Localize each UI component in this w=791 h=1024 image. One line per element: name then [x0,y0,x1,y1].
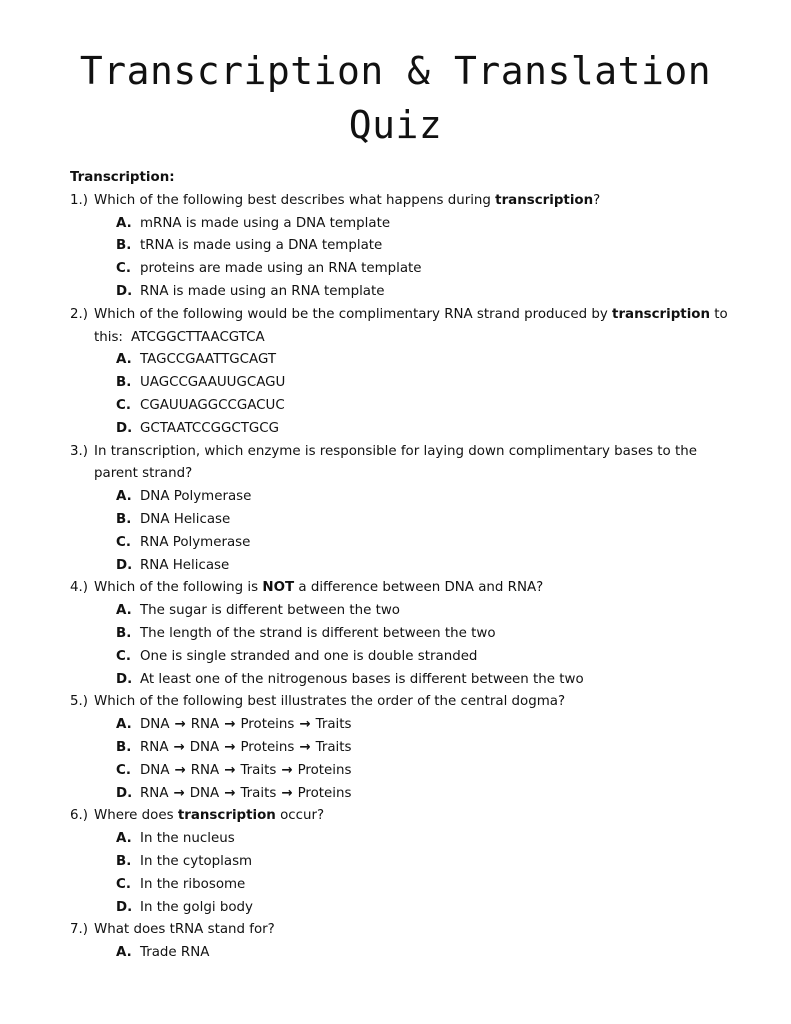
question-5 [70,691,740,805]
answer-option[interactable] [70,509,740,532]
option-text: GCTAATCCGGCTGCG [140,420,279,436]
question-6 [70,805,740,919]
answer-option[interactable] [70,281,740,304]
arrow-right-icon: → [281,762,293,778]
answer-option[interactable] [70,851,740,874]
question-number: 3.) [70,443,89,459]
option-text: DNA Helicase [140,511,231,527]
option-text: RNA is made using an RNA template [140,283,385,299]
option-text: tRNA is made using a DNA template [140,238,383,254]
option-letter: B. [116,375,132,391]
option-letter: D. [116,557,133,573]
question-text: Which of the following would be the complimentary RNA strand produced by transcription to this: ATCGGCTTAACGTCA [94,306,728,345]
arrow-right-icon: → [281,785,293,801]
title-line-1: Transcription & Translation [79,49,712,93]
option-text: mRNA is made using a DNA template [140,215,391,231]
answer-option[interactable] [70,600,740,623]
option-letter: A. [116,717,132,733]
answer-option[interactable] [70,532,740,555]
arrow-right-icon: → [224,762,236,778]
arrow-right-icon: → [174,762,186,778]
answer-option[interactable] [70,258,740,281]
option-letter: A. [116,489,132,505]
arrow-right-icon: → [174,717,186,733]
arrow-right-icon: → [224,717,236,733]
option-letter: C. [116,648,131,664]
option-text: In the cytoplasm [140,853,253,869]
answer-option[interactable] [70,555,740,578]
option-letter: A. [116,603,132,619]
option-letter: B. [116,853,132,869]
question-4 [70,577,740,691]
option-text: In the golgi body [140,899,253,915]
option-letter: D. [116,785,133,801]
option-text: proteins are made using an RNA template [140,261,422,277]
option-letter: A. [116,215,132,231]
question-number: 5.) [70,694,89,710]
answer-option[interactable] [70,372,740,395]
question-text: Which of the following is NOT a difference between DNA and RNA? [94,580,544,596]
answer-option[interactable] [70,486,740,509]
quiz-title [0,44,791,152]
option-letter: D. [116,899,133,915]
question-text: Which of the following best describes what happens during transcription? [94,192,601,208]
answer-option[interactable]: D. RNA → DNA → Traits → Proteins [70,783,740,806]
option-letter: D. [116,420,133,436]
option-letter: D. [116,671,133,687]
answer-option[interactable] [70,235,740,258]
question-2 [70,304,740,441]
question-number: 6.) [70,808,89,824]
section-heading: Transcription: [70,170,175,185]
question-number: 1.) [70,192,89,208]
answer-option[interactable] [70,623,740,646]
option-letter: B. [116,238,132,254]
option-letter: B. [116,625,132,641]
option-letter: C. [116,397,131,413]
option-text: In the ribosome [140,876,246,892]
answer-option[interactable] [70,942,740,965]
option-text: The sugar is different between the two [140,603,400,619]
option-letter: C. [116,762,131,778]
answer-option[interactable] [70,897,740,920]
option-text: Trade RNA [140,945,210,961]
question-1 [70,190,740,304]
option-text: At least one of the nitrogenous bases is different between the two [140,671,584,687]
title-line-2: Quiz [348,103,443,147]
option-letter: D. [116,283,133,299]
option-text: CGAUUAGGCCGACUC [140,397,285,413]
option-text: RNA Polymerase [140,534,251,550]
arrow-right-icon: → [173,739,185,755]
arrow-right-icon: → [299,717,311,733]
option-text: UAGCCGAAUUGCAGU [140,375,286,391]
arrow-right-icon: → [224,739,236,755]
option-text: The length of the strand is different between the two [140,625,496,641]
option-text: DNA Polymerase [140,489,252,505]
question-number: 4.) [70,580,89,596]
question-text: Where does transcription occur? [94,808,325,824]
answer-option[interactable]: B. RNA → DNA → Proteins → Traits [70,737,740,760]
quiz-content [70,167,740,965]
question-text: What does tRNA stand for? [94,922,275,938]
answer-option[interactable]: C. DNA → RNA → Traits → Proteins [70,760,740,783]
option-letter: B. [116,511,132,527]
option-letter: B. [116,739,132,755]
question-7 [70,919,740,965]
option-text: In the nucleus [140,831,235,847]
option-letter: A. [116,945,132,961]
answer-option[interactable] [70,213,740,236]
option-letter: C. [116,534,131,550]
answer-option[interactable] [70,349,740,372]
question-number: 7.) [70,922,89,938]
question-text: In transcription, which enzyme is responsible for laying down complimentary bases to the parent strand? [94,443,697,482]
option-text: RNA Helicase [140,557,230,573]
answer-option[interactable] [70,828,740,851]
option-text: TAGCCGAATTGCAGT [140,352,277,368]
answer-option[interactable] [70,874,740,897]
option-text: One is single stranded and one is double stranded [140,648,478,664]
answer-option[interactable] [70,646,740,669]
option-letter: A. [116,831,132,847]
option-letter: A. [116,352,132,368]
arrow-right-icon: → [299,739,311,755]
option-letter: C. [116,261,131,277]
answer-option[interactable] [70,669,740,692]
answer-option[interactable]: A. DNA → RNA → Proteins → Traits [70,714,740,737]
dna-sequence: ATCGGCTTAACGTCA [130,329,265,345]
arrow-right-icon: → [224,785,236,801]
question-3 [70,441,740,578]
answer-option[interactable] [70,395,740,418]
option-letter: C. [116,876,131,892]
answer-option[interactable] [70,418,740,441]
question-text: Which of the following best illustrates the order of the central dogma? [94,694,566,710]
arrow-right-icon: → [173,785,185,801]
question-number: 2.) [70,306,89,322]
